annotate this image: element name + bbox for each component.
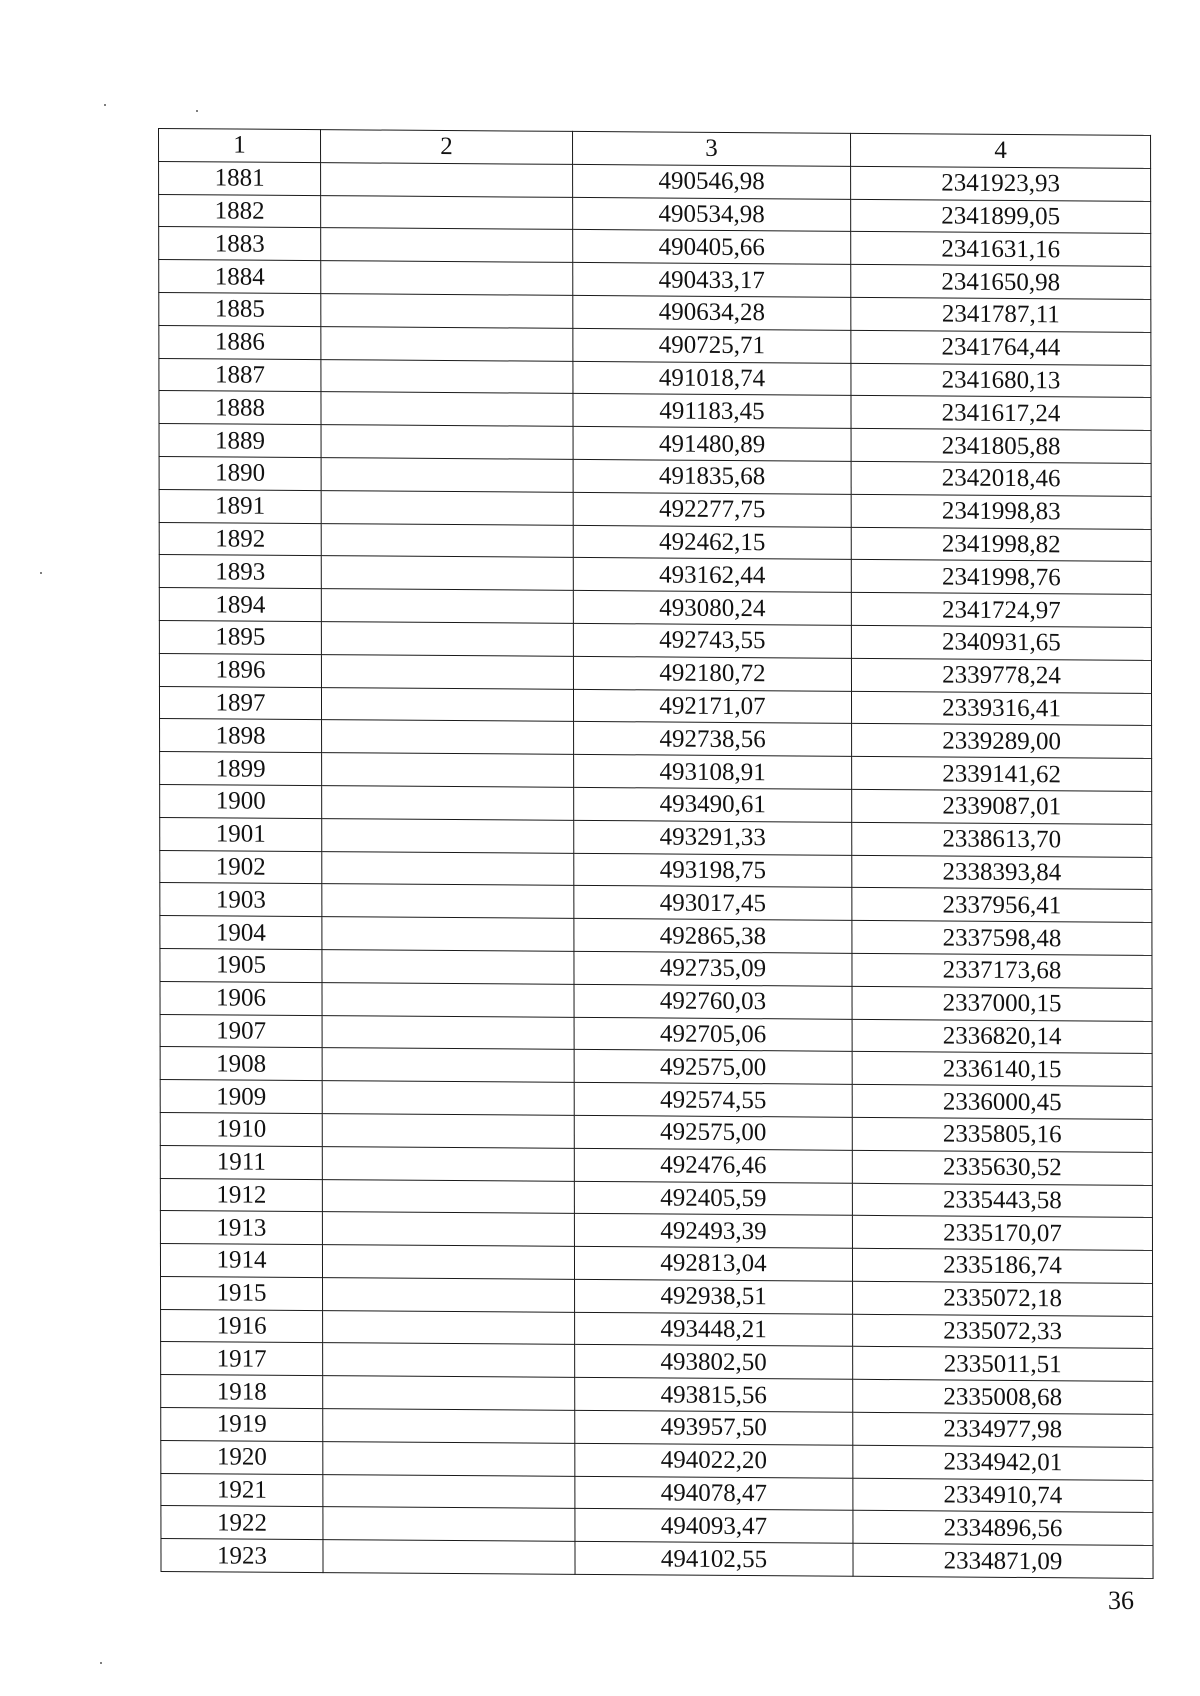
x-coordinate-cell: 493198,75 bbox=[574, 853, 852, 888]
point-number-cell: 1889 bbox=[159, 424, 321, 458]
point-number-cell: 1913 bbox=[160, 1211, 322, 1245]
x-coordinate-cell: 492180,72 bbox=[573, 656, 851, 691]
x-coordinate-cell: 492277,75 bbox=[573, 492, 851, 527]
y-coordinate-cell: 2341617,24 bbox=[851, 396, 1151, 431]
y-coordinate-cell: 2339141,62 bbox=[852, 756, 1152, 791]
point-number-cell: 1897 bbox=[159, 686, 321, 720]
x-coordinate-cell: 493957,50 bbox=[575, 1410, 853, 1445]
point-number-cell: 1911 bbox=[160, 1145, 322, 1179]
point-number-cell: 1914 bbox=[160, 1244, 322, 1278]
x-coordinate-cell: 491835,68 bbox=[573, 459, 851, 494]
point-number-cell: 1903 bbox=[160, 883, 322, 917]
point-number-cell: 1912 bbox=[160, 1178, 322, 1212]
point-number-cell: 1923 bbox=[161, 1539, 323, 1573]
scan-speck bbox=[100, 1662, 102, 1664]
point-number-cell: 1882 bbox=[159, 194, 321, 228]
scan-speck bbox=[40, 572, 42, 574]
blank-cell bbox=[323, 1343, 575, 1378]
point-number-cell: 1894 bbox=[159, 588, 321, 622]
x-coordinate-cell: 491480,89 bbox=[573, 427, 851, 462]
y-coordinate-cell: 2335170,07 bbox=[852, 1216, 1152, 1251]
y-coordinate-cell: 2335008,68 bbox=[853, 1380, 1153, 1415]
y-coordinate-cell: 2341631,16 bbox=[851, 232, 1151, 267]
blank-cell bbox=[322, 917, 574, 952]
x-coordinate-cell: 490405,66 bbox=[573, 230, 851, 265]
blank-cell bbox=[321, 523, 573, 558]
x-coordinate-cell: 492865,38 bbox=[574, 918, 852, 953]
x-coordinate-cell: 493080,24 bbox=[573, 591, 851, 626]
blank-cell bbox=[322, 1179, 574, 1214]
blank-cell bbox=[323, 1310, 575, 1345]
y-coordinate-cell: 2338613,70 bbox=[852, 822, 1152, 857]
y-coordinate-cell: 2335186,74 bbox=[852, 1248, 1152, 1283]
point-number-cell: 1916 bbox=[161, 1309, 323, 1343]
blank-cell bbox=[321, 162, 573, 197]
column-header-1: 1 bbox=[159, 129, 321, 163]
x-coordinate-cell: 492462,15 bbox=[573, 525, 851, 560]
x-coordinate-cell: 490634,28 bbox=[573, 295, 851, 330]
column-header-3: 3 bbox=[573, 131, 851, 166]
column-header-2: 2 bbox=[321, 130, 573, 165]
blank-cell bbox=[322, 786, 574, 821]
x-coordinate-cell: 493291,33 bbox=[574, 820, 852, 855]
x-coordinate-cell: 490546,98 bbox=[573, 164, 851, 199]
blank-cell bbox=[322, 884, 574, 919]
x-coordinate-cell: 494102,55 bbox=[575, 1542, 853, 1577]
y-coordinate-cell: 2339316,41 bbox=[851, 691, 1151, 726]
y-coordinate-cell: 2335630,52 bbox=[852, 1150, 1152, 1185]
y-coordinate-cell: 2341998,83 bbox=[851, 494, 1151, 529]
page-number: 36 bbox=[1108, 1586, 1134, 1615]
point-number-cell: 1883 bbox=[159, 227, 321, 261]
blank-cell bbox=[322, 1048, 574, 1083]
blank-cell bbox=[321, 425, 573, 460]
x-coordinate-cell: 493108,91 bbox=[574, 755, 852, 790]
y-coordinate-cell: 2336000,45 bbox=[852, 1084, 1152, 1119]
x-coordinate-cell: 492813,04 bbox=[574, 1246, 852, 1281]
y-coordinate-cell: 2335011,51 bbox=[853, 1347, 1153, 1382]
x-coordinate-cell: 492575,00 bbox=[574, 1115, 852, 1150]
y-coordinate-cell: 2336820,14 bbox=[852, 1019, 1152, 1054]
point-number-cell: 1888 bbox=[159, 391, 321, 425]
point-number-cell: 1890 bbox=[159, 456, 321, 490]
y-coordinate-cell: 2339087,01 bbox=[852, 789, 1152, 824]
y-coordinate-cell: 2341724,97 bbox=[851, 592, 1151, 627]
x-coordinate-cell: 492738,56 bbox=[574, 722, 852, 757]
y-coordinate-cell: 2334942,01 bbox=[853, 1445, 1153, 1480]
blank-cell bbox=[321, 195, 573, 230]
point-number-cell: 1920 bbox=[161, 1440, 323, 1474]
y-coordinate-cell: 2335805,16 bbox=[852, 1117, 1152, 1152]
point-number-cell: 1909 bbox=[160, 1080, 322, 1114]
x-coordinate-cell: 492735,09 bbox=[574, 951, 852, 986]
blank-cell bbox=[321, 490, 573, 525]
y-coordinate-cell: 2341787,11 bbox=[851, 297, 1151, 332]
point-number-cell: 1891 bbox=[159, 489, 321, 523]
point-number-cell: 1892 bbox=[159, 522, 321, 556]
point-number-cell: 1906 bbox=[160, 981, 322, 1015]
blank-cell bbox=[322, 753, 574, 788]
point-number-cell: 1917 bbox=[161, 1342, 323, 1376]
blank-cell bbox=[321, 228, 573, 263]
point-number-cell: 1905 bbox=[160, 948, 322, 982]
point-number-cell: 1896 bbox=[159, 653, 321, 687]
x-coordinate-cell: 490725,71 bbox=[573, 328, 851, 363]
y-coordinate-cell: 2342018,46 bbox=[851, 461, 1151, 496]
blank-cell bbox=[322, 1212, 574, 1247]
x-coordinate-cell: 493017,45 bbox=[574, 886, 852, 921]
blank-cell bbox=[322, 982, 574, 1017]
blank-cell bbox=[321, 326, 573, 361]
x-coordinate-cell: 490534,98 bbox=[573, 197, 851, 232]
blank-cell bbox=[322, 1114, 574, 1149]
y-coordinate-cell: 2337000,15 bbox=[852, 986, 1152, 1021]
blank-cell bbox=[322, 1146, 574, 1181]
y-coordinate-cell: 2341899,05 bbox=[851, 199, 1151, 234]
y-coordinate-cell: 2337173,68 bbox=[852, 953, 1152, 988]
x-coordinate-cell: 493802,50 bbox=[575, 1345, 853, 1380]
blank-cell bbox=[323, 1409, 575, 1444]
point-number-cell: 1921 bbox=[161, 1473, 323, 1507]
y-coordinate-cell: 2341998,82 bbox=[851, 527, 1151, 562]
blank-cell bbox=[323, 1540, 575, 1575]
blank-cell bbox=[322, 1081, 574, 1116]
point-number-cell: 1900 bbox=[160, 784, 322, 818]
point-number-cell: 1918 bbox=[161, 1375, 323, 1409]
y-coordinate-cell: 2340931,65 bbox=[851, 625, 1151, 660]
x-coordinate-cell: 493162,44 bbox=[573, 558, 851, 593]
x-coordinate-cell: 492705,06 bbox=[574, 1017, 852, 1052]
point-number-cell: 1919 bbox=[161, 1408, 323, 1442]
x-coordinate-cell: 493448,21 bbox=[575, 1312, 853, 1347]
point-number-cell: 1907 bbox=[160, 1014, 322, 1048]
point-number-cell: 1885 bbox=[159, 292, 321, 326]
y-coordinate-cell: 2334977,98 bbox=[853, 1412, 1153, 1447]
point-number-cell: 1886 bbox=[159, 325, 321, 359]
x-coordinate-cell: 492476,46 bbox=[574, 1148, 852, 1183]
y-coordinate-cell: 2341764,44 bbox=[851, 330, 1151, 365]
point-number-cell: 1887 bbox=[159, 358, 321, 392]
point-number-cell: 1884 bbox=[159, 260, 321, 294]
x-coordinate-cell: 492575,00 bbox=[574, 1050, 852, 1085]
y-coordinate-cell: 2338393,84 bbox=[852, 855, 1152, 890]
x-coordinate-cell: 491183,45 bbox=[573, 394, 851, 429]
x-coordinate-cell: 492760,03 bbox=[574, 984, 852, 1019]
point-number-cell: 1895 bbox=[159, 620, 321, 654]
y-coordinate-cell: 2339289,00 bbox=[852, 724, 1152, 759]
blank-cell bbox=[321, 589, 573, 624]
y-coordinate-cell: 2341650,98 bbox=[851, 265, 1151, 300]
y-coordinate-cell: 2334871,09 bbox=[853, 1544, 1153, 1579]
x-coordinate-cell: 491018,74 bbox=[573, 361, 851, 396]
y-coordinate-cell: 2337598,48 bbox=[852, 920, 1152, 955]
blank-cell bbox=[321, 687, 573, 722]
blank-cell bbox=[323, 1277, 575, 1312]
blank-cell bbox=[322, 818, 574, 853]
point-number-cell: 1904 bbox=[160, 916, 322, 950]
x-coordinate-cell: 492405,59 bbox=[574, 1181, 852, 1216]
x-coordinate-cell: 492574,55 bbox=[574, 1082, 852, 1117]
table-body bbox=[159, 161, 1153, 1578]
y-coordinate-cell: 2336140,15 bbox=[852, 1052, 1152, 1087]
x-coordinate-cell: 494078,47 bbox=[575, 1476, 853, 1511]
x-coordinate-cell: 492171,07 bbox=[573, 689, 851, 724]
blank-cell bbox=[321, 458, 573, 493]
y-coordinate-cell: 2341680,13 bbox=[851, 363, 1151, 398]
table-row bbox=[161, 1539, 1153, 1579]
y-coordinate-cell: 2337956,41 bbox=[852, 888, 1152, 923]
blank-cell bbox=[321, 392, 573, 427]
coordinates-table bbox=[158, 128, 1154, 1579]
blank-cell bbox=[323, 1441, 575, 1476]
blank-cell bbox=[321, 261, 573, 296]
point-number-cell: 1910 bbox=[160, 1112, 322, 1146]
y-coordinate-cell: 2334910,74 bbox=[853, 1478, 1153, 1513]
x-coordinate-cell: 492493,39 bbox=[574, 1214, 852, 1249]
blank-cell bbox=[323, 1507, 575, 1542]
point-number-cell: 1902 bbox=[160, 850, 322, 884]
blank-cell bbox=[323, 1474, 575, 1509]
blank-cell bbox=[322, 1245, 574, 1280]
x-coordinate-cell: 492938,51 bbox=[575, 1279, 853, 1314]
y-coordinate-cell: 2341998,76 bbox=[851, 560, 1151, 595]
x-coordinate-cell: 492743,55 bbox=[573, 623, 851, 658]
blank-cell bbox=[322, 950, 574, 985]
point-number-cell: 1893 bbox=[159, 555, 321, 589]
point-number-cell: 1901 bbox=[160, 817, 322, 851]
x-coordinate-cell: 494093,47 bbox=[575, 1509, 853, 1544]
point-number-cell: 1922 bbox=[161, 1506, 323, 1540]
point-number-cell: 1881 bbox=[159, 161, 321, 195]
blank-cell bbox=[321, 654, 573, 689]
scan-speck bbox=[196, 110, 198, 112]
column-header-4: 4 bbox=[851, 133, 1151, 168]
y-coordinate-cell: 2335072,33 bbox=[853, 1314, 1153, 1349]
blank-cell bbox=[322, 720, 574, 755]
blank-cell bbox=[322, 1015, 574, 1050]
point-number-cell: 1898 bbox=[160, 719, 322, 753]
point-number-cell: 1915 bbox=[161, 1276, 323, 1310]
blank-cell bbox=[323, 1376, 575, 1411]
x-coordinate-cell: 493490,61 bbox=[574, 787, 852, 822]
point-number-cell: 1908 bbox=[160, 1047, 322, 1081]
y-coordinate-cell: 2341805,88 bbox=[851, 428, 1151, 463]
y-coordinate-cell: 2335072,18 bbox=[853, 1281, 1153, 1316]
x-coordinate-cell: 490433,17 bbox=[573, 263, 851, 298]
y-coordinate-cell: 2339778,24 bbox=[851, 658, 1151, 693]
blank-cell bbox=[321, 294, 573, 329]
x-coordinate-cell: 493815,56 bbox=[575, 1378, 853, 1413]
y-coordinate-cell: 2335443,58 bbox=[852, 1183, 1152, 1218]
scan-speck bbox=[104, 104, 106, 106]
blank-cell bbox=[322, 851, 574, 886]
blank-cell bbox=[321, 359, 573, 394]
blank-cell bbox=[321, 556, 573, 591]
y-coordinate-cell: 2341923,93 bbox=[851, 166, 1151, 201]
y-coordinate-cell: 2334896,56 bbox=[853, 1511, 1153, 1546]
blank-cell bbox=[321, 622, 573, 657]
point-number-cell: 1899 bbox=[160, 752, 322, 786]
x-coordinate-cell: 494022,20 bbox=[575, 1443, 853, 1478]
